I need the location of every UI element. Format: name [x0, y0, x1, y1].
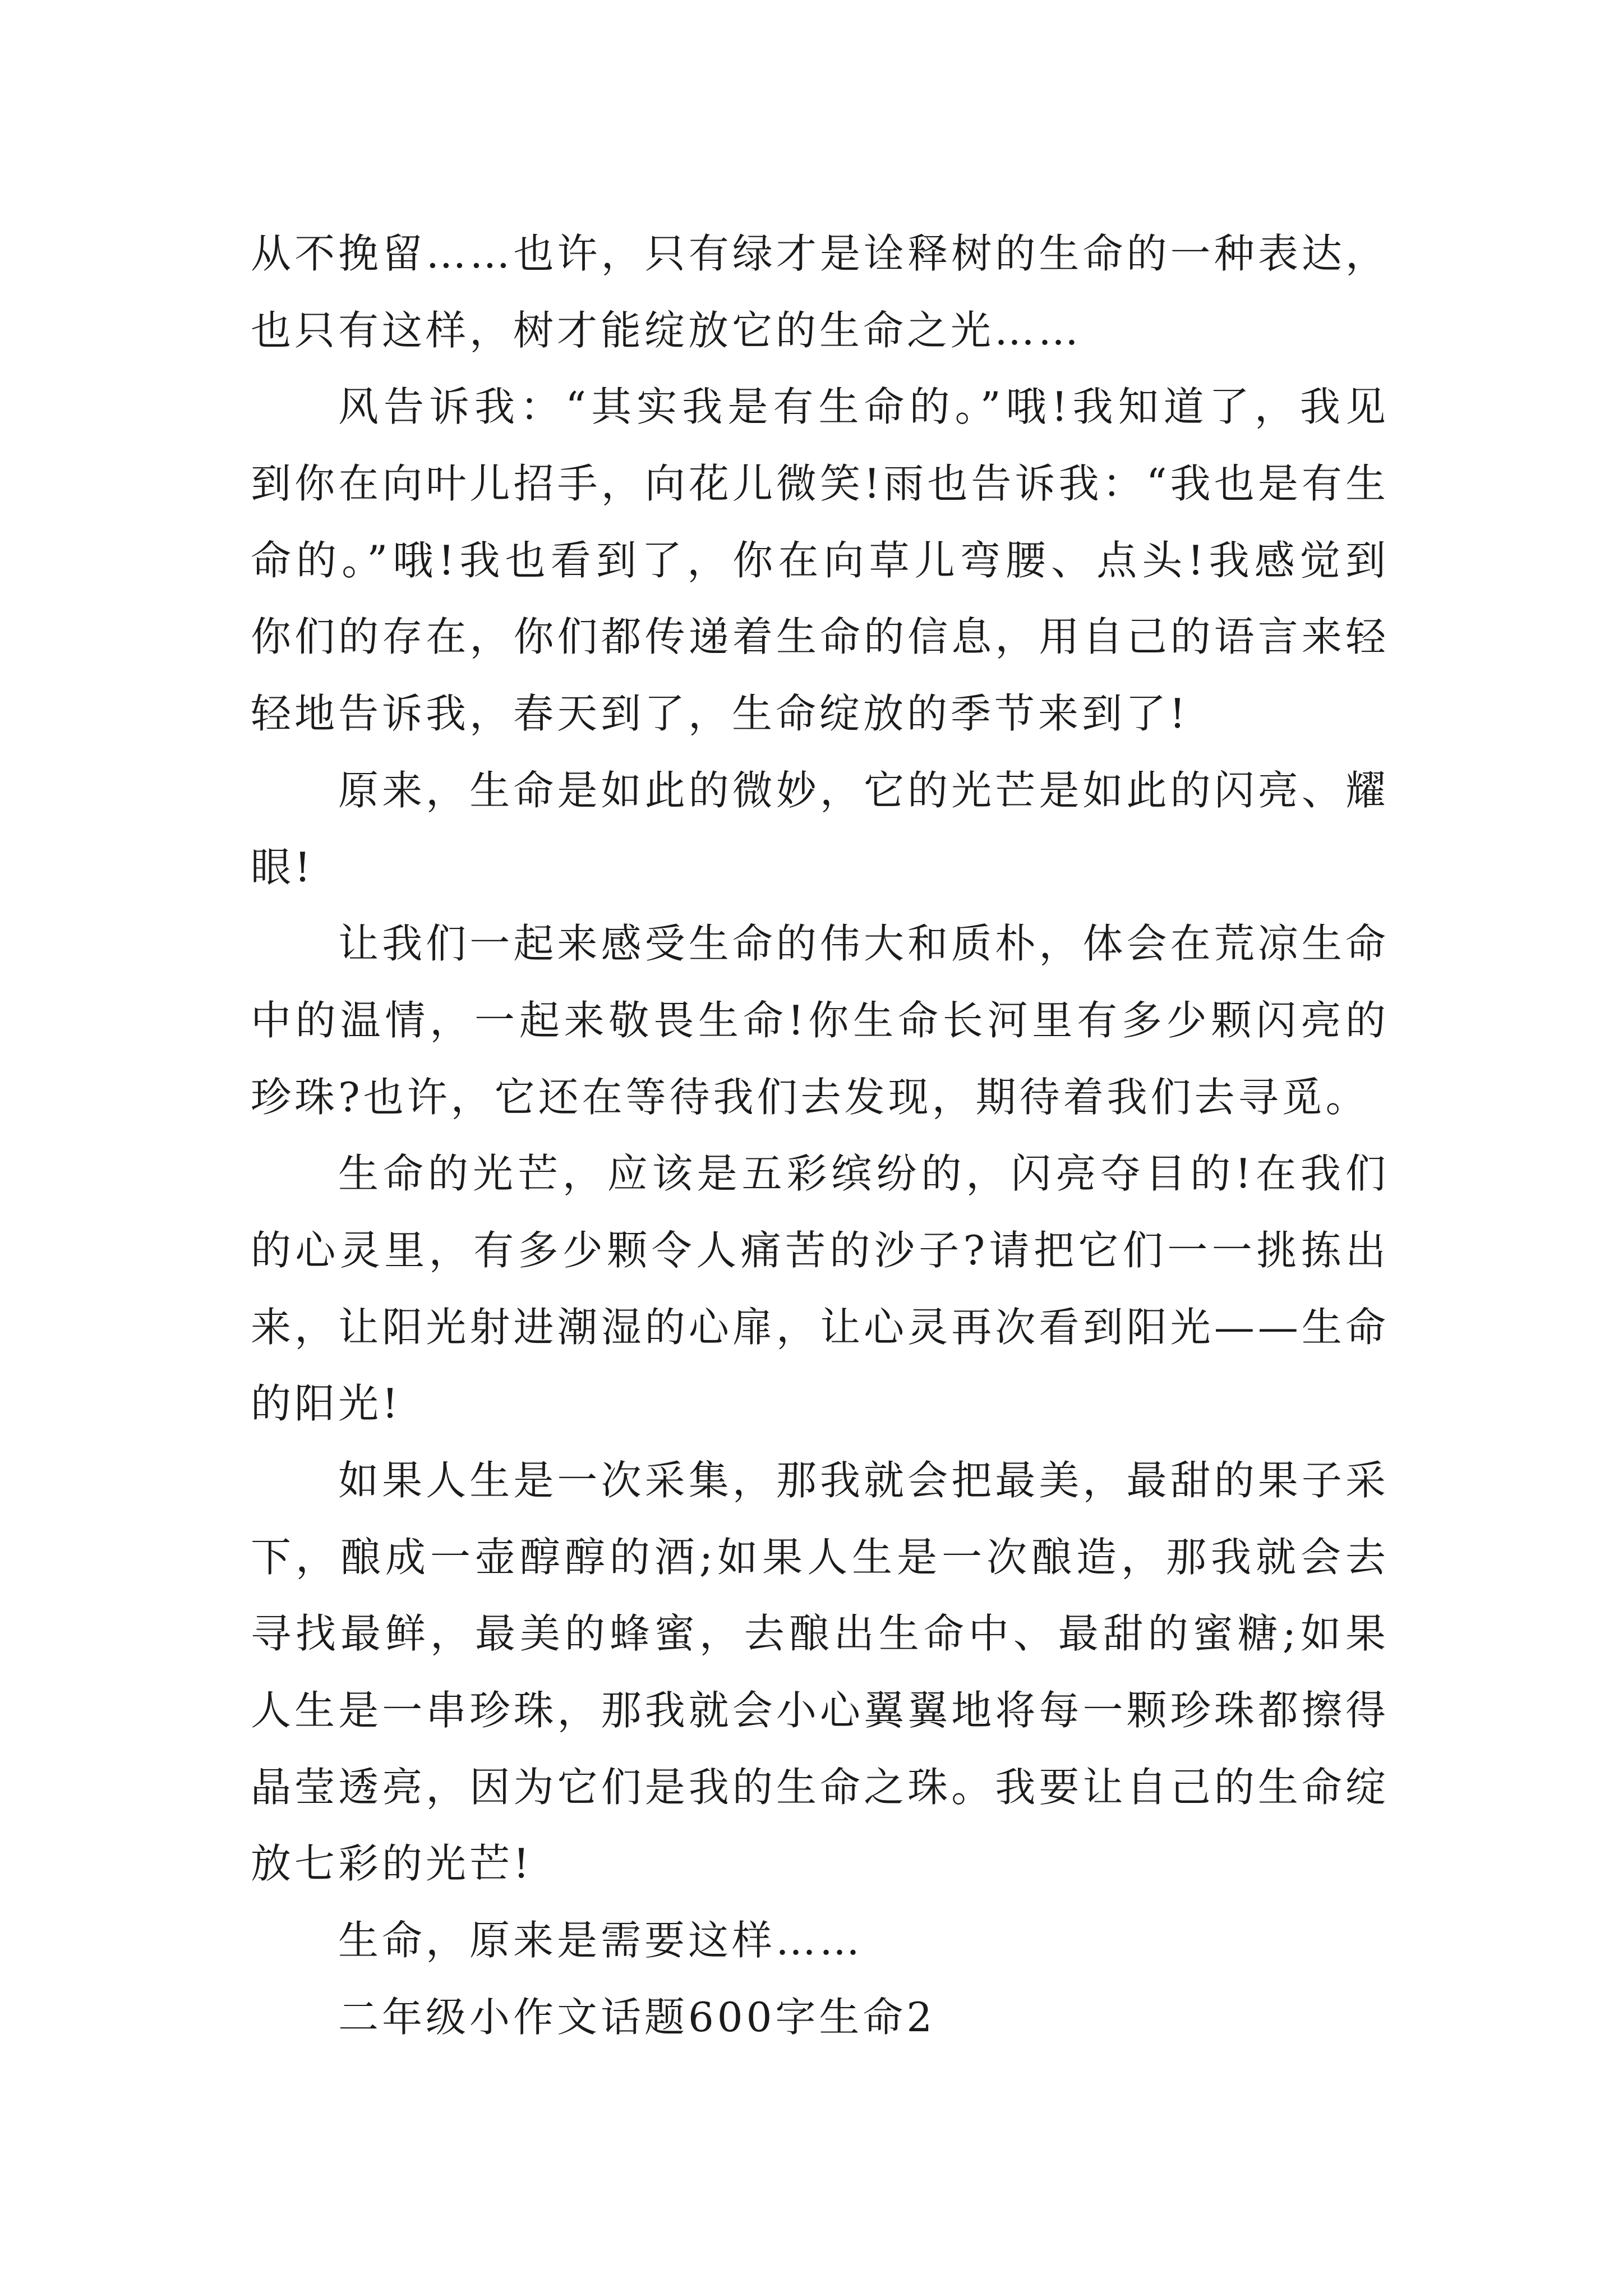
text-line: 下，酿成一壶醇醇的酒;如果人生是一次酿造，那我就会去: [251, 1533, 1389, 1581]
text-line: 轻地告诉我，春天到了，生命绽放的季节来到了!: [251, 690, 1189, 738]
text-line: 生命，原来是需要这样……: [338, 1917, 864, 1964]
text-line: 生命的光芒，应该是五彩缤纷的，闪亮夺目的!在我们: [338, 1150, 1389, 1198]
text-line: 你们的存在，你们都传递着生命的信息，用自己的语言来轻: [251, 613, 1389, 661]
paragraph: [251, 1902, 1389, 1979]
text-line: 眼!: [251, 843, 314, 891]
body-text: [251, 215, 1389, 2056]
section-heading: 二年级小作文话题600字生命2: [338, 1993, 936, 2041]
paragraph: [251, 905, 1389, 1135]
paragraph: [251, 752, 1389, 905]
text-line: 到你在向叶儿招手，向花儿微笑!雨也告诉我：“我也是有生: [251, 460, 1389, 508]
next-article-title: [251, 1979, 1389, 2056]
text-line: 从不挽留……也许，只有绿才是诠释树的生命的一种表达，: [251, 230, 1389, 277]
text-line: 人生是一串珍珠，那我就会小心翼翼地将每一颗珍珠都擦得: [251, 1687, 1389, 1734]
paragraph: [251, 369, 1389, 752]
paragraph: [251, 1135, 1389, 1442]
paragraph: [251, 215, 1389, 369]
text-line: 寻找最鲜，最美的蜂蜜，去酿出生命中、最甜的蜜糖;如果: [251, 1610, 1389, 1658]
text-line: 也只有这样，树才能绽放它的生命之光……: [251, 306, 1082, 354]
paragraph: [251, 1442, 1389, 1902]
text-line: 的心灵里，有多少颗令人痛苦的沙子?请把它们一一挑拣出: [251, 1226, 1389, 1274]
text-line: 中的温情，一起来敬畏生命!你生命长河里有多少颗闪亮的: [251, 996, 1389, 1044]
text-line: 让我们一起来感受生命的伟大和质朴，体会在荒凉生命: [338, 920, 1389, 968]
text-line: 如果人生是一次采集，那我就会把最美，最甜的果子采: [338, 1457, 1389, 1504]
text-line: 的阳光!: [251, 1380, 402, 1428]
text-line: 风告诉我：“其实我是有生命的。”哦!我知道了，我见: [338, 383, 1389, 431]
text-line: 放七彩的光芒!: [251, 1840, 533, 1888]
text-line: 来，让阳光射进潮湿的心扉，让心灵再次看到阳光——生命: [251, 1303, 1389, 1351]
text-line: 原来，生命是如此的微妙，它的光芒是如此的闪亮、耀: [338, 766, 1389, 814]
text-line: 命的。”哦!我也看到了，你在向草儿弯腰、点头!我感觉到: [251, 536, 1389, 584]
text-line: 珍珠?也许，它还在等待我们去发现，期待着我们去寻觅。: [251, 1073, 1370, 1121]
text-line: 晶莹透亮，因为它们是我的生命之珠。我要让自己的生命绽: [251, 1763, 1389, 1811]
